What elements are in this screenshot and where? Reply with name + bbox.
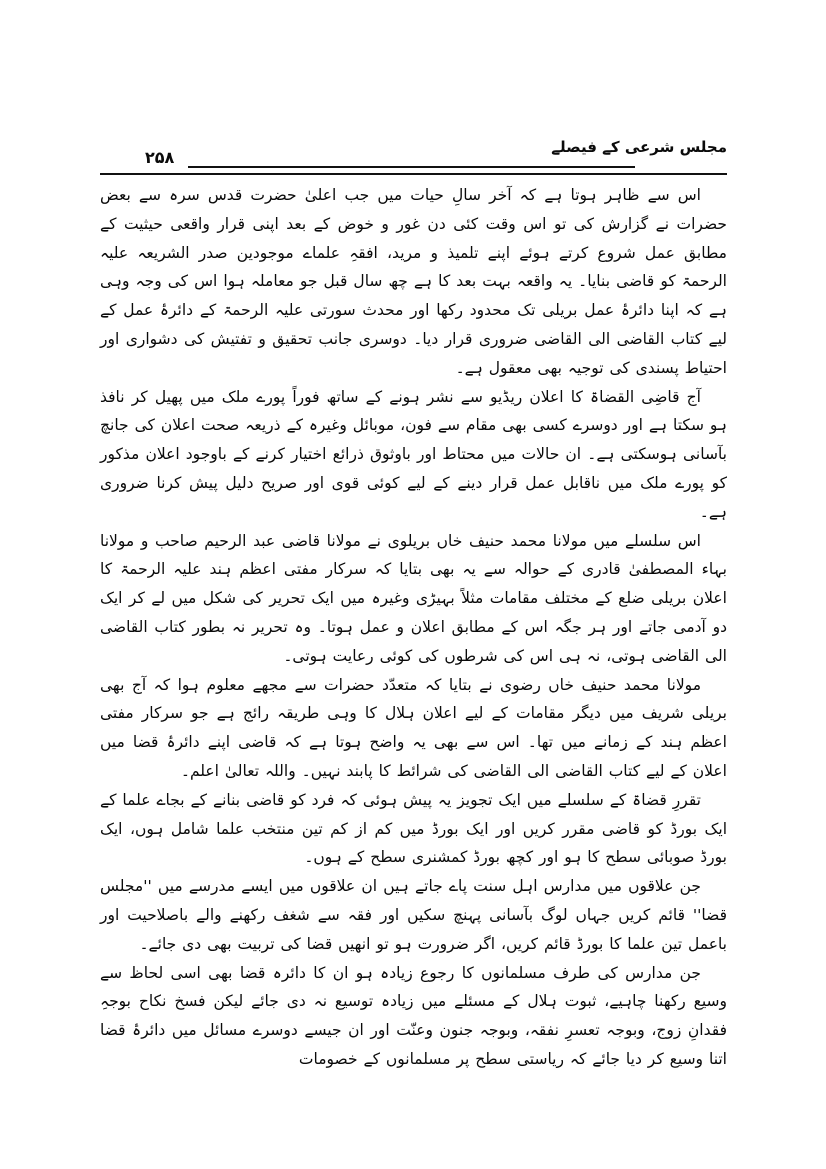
page-number: ۲۵۸ xyxy=(145,148,175,167)
body-paragraph: اس سلسلے میں مولانا محمد حنیف خاں بریلوی نے مولانا قاضی عبد الرحیم صاحب و مولانا بہاء المصطفیٰ قادری کے حوالہ سے یہ بھی بتایا کہ سرکار مفتی اعظم ہند علیہ الرحمۃ کا اعلان بریلی ضلع کے مختلف مقامات مثلاً بہیڑی وغیرہ میں ایک تحریر کی شکل میں لے کر ایک دو آدمی جاتے اور ہر جگہ اس کے مطابق اعلان و عمل ہوتا۔ وہ تحریر نہ بطور کتاب القاضی الی القاضی ہوتی، نہ ہی اس کی شرطوں کی کوئی رعایت ہوتی۔ xyxy=(100,531,727,665)
body-paragraph: تقررِ قضاۃ کے سلسلے میں ایک تجویز یہ پیش ہوئی کہ فرد کو قاضی بنانے کے بجاے علما کے ایک بورڈ کو قاضی مقرر کریں اور ایک بورڈ میں کم از کم تین منتخب علما شامل ہوں، ایک بورڈ صوبائی سطح کا ہو اور کچھ بورڈ کمشنری سطح کے ہوں۔ xyxy=(100,790,727,867)
body-paragraph: مولانا محمد حنیف خاں رضوی نے بتایا کہ متعدّد حضرات سے مجھے معلوم ہوا کہ آج بھی بریلی شریف میں دیگر مقامات کے لیے اعلان ہلال کا وہی طریقہ رائج ہے جو سرکار مفتی اعظم ہند کے زمانے میں تھا۔ اس سے بھی یہ واضح ہوتا ہے کہ قاضی اپنے دائرۂ قضا میں اعلان کے لیے کتاب القاضی الی القاضی کی شرائط کا پابند نہیں۔ واللہ تعالیٰ اعلم۔ xyxy=(100,675,727,780)
body-paragraph: اس سے ظاہر ہوتا ہے کہ آخر سالِ حیات میں جب اعلیٰ حضرت قدس سرہ سے بعض حضرات نے گزارش کی تو اس وقت کئی دن غور و خوض کے بعد اپنی قرار واقعی حیثیت کے مطابق عمل شروع کرتے ہوئے اپنے تلمیذ و مرید، افقہِ علماے موجودین صدر الشریعہ علیہ الرحمۃ کو قاضی بنایا۔ یہ واقعہ بہت بعد کا ہے چھ سال قبل جو معاملہ ہوا اس کی وجہ وہی ہے کہ اپنا دائرۂ عمل بریلی تک محدود رکھا اور محدث سورتی علیہ الرحمۃ کے دائرۂ عمل کے لیے کتاب القاضی الی القاضی ضروری قرار دیا۔ دوسری جانب تحقیق و تفتیش کی دشواری اور احتیاط پسندی کی توجیہ بھی معقول ہے۔ xyxy=(100,186,727,377)
body-text-block xyxy=(100,181,727,1074)
body-paragraph: آج قاضِی القضاۃ کا اعلان ریڈیو سے نشر ہونے کے ساتھ فوراً پورے ملک میں پھیل کر نافذ ہو سکتا ہے اور دوسرے کسی بھی مقام سے فون، موبائل وغیرہ کے ذریعہ صحت اعلان کی جانچ بآسانی ہوسکتی ہے۔ ان حالات میں محتاط اور باوثوق ذرائع اختیار کرنے کے باوجود اعلان مذکور کو پورے ملک میں ناقابل عمل قرار دینے کے لیے کوئی قوی اور صریح دلیل پیش کرنا ضروری ہے۔ xyxy=(100,387,727,521)
body-paragraph: جن علاقوں میں مدارس اہل سنت پاے جاتے ہیں ان علاقوں میں ایسے مدرسے میں ''مجلس قضا'' قائم کریں جہاں لوگ بآسانی پہنچ سکیں اور فقہ سے شغف رکھنے والے باصلاحیت اور باعمل تین علما کا بورڈ قائم کریں، اگر ضرورت ہو تو انھیں قضا کی تربیت بھی دی جائے۔ xyxy=(100,877,727,953)
book-title: مجلس شرعی کے فیصلے xyxy=(551,138,727,156)
header-rule-thin xyxy=(188,166,635,168)
page-header xyxy=(100,138,727,178)
body-paragraph: جن مدارس کی طرف مسلمانوں کا رجوع زیادہ ہو ان کا دائرہ قضا بھی اسی لحاظ سے وسیع رکھنا چاہیے، ثبوت ہلال کے مسئلے میں زیادہ توسیع نہ دی جائے لیکن فسخ نکاح بوجہِ فقدانِ زوج، وبوجہ تعسرِ نفقہ، وبوجہ جنون وعنّت اور ان جیسے دوسرے مسائل میں دائرۂ قضا اتنا وسیع کر دیا جائے کہ ریاستی سطح پر مسلمانوں کے خصومات xyxy=(100,963,727,1068)
header-rule-thick xyxy=(100,173,727,175)
